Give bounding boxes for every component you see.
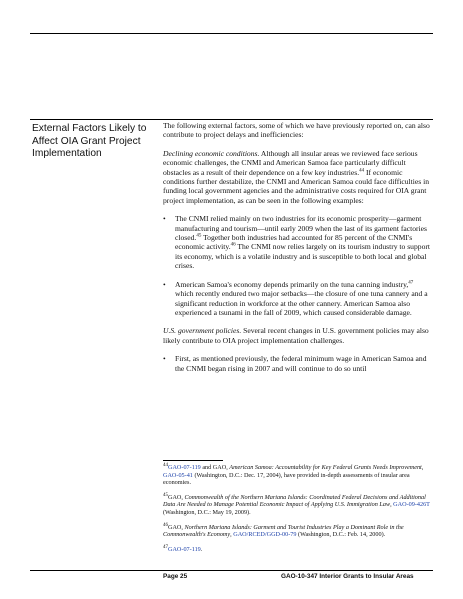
intro-paragraph: The following external factors, some of which we have previously reported on, can also contribute to project delays and inefficiencies: (163, 121, 430, 140)
economic-text-1: Although all insular areas we reviewed face serious economic challenges, the CNMI and American Samoa face particularly difficult obstacles as a result of their dependence on a few key industries. (163, 148, 418, 177)
footnote-ref-45[interactable]: 45 (196, 233, 202, 239)
footnote-link[interactable]: GAO/RCED/GGD-00-79 (233, 531, 297, 539)
footnote-number: 46 (163, 522, 168, 528)
footnote-link[interactable]: GAO-09-426T (393, 501, 430, 509)
footnote-text: (Washington, D.C.: Feb. 14, 2000). (296, 531, 386, 539)
footnote-rule (163, 460, 223, 461)
footnote-46 (163, 524, 431, 539)
footnote-text: . (200, 545, 203, 553)
top-rule (30, 33, 433, 34)
bullet-cnmi-text-3: The CNMI now relies largely on its tourism industry to support its economy, which is a volatile industry and is susceptible to both local and global crises. (175, 242, 431, 271)
footnote-text: , (390, 501, 394, 509)
body-text (163, 121, 431, 382)
bullet-cnmi (163, 214, 431, 270)
footnote-ref-47[interactable]: 47 (408, 280, 414, 286)
footnote-number: 45 (163, 492, 168, 498)
bullet-cnmi-text-2: Together both industries had accounted for 85 percent of the CNMI's economic activity. (175, 233, 413, 252)
footnote-title: American Samoa: Accountability for Key Federal Grants Needs Improvement (229, 464, 422, 471)
economic-bullets (163, 214, 431, 317)
footnote-title: Commonwealth of the Northern Mariana Islands: Coordinated Federal Decisions and Additional Data Are Needed to Manage Potential Economic Impact of Applying U.S. Immigration Law (163, 493, 426, 509)
report-title: GAO-10-347 Interior Grants to Insular Areas (281, 573, 414, 580)
bottom-rule (30, 570, 433, 571)
footnote-number: 47 (163, 544, 168, 550)
policy-bullets (163, 354, 431, 373)
footnote-ref-46[interactable]: 46 (230, 242, 236, 248)
bullet-cnmi-text-1: The CNMI relied mainly on two industries for its economic prosperity—garment manufacturing and tourism—until early 2009 when the last of its garment factories closed. (175, 214, 428, 243)
bullet-samoa-text-1: American Samoa's economy depends primarily on the tuna canning industry, (175, 279, 409, 289)
footnotes (163, 464, 431, 560)
footnote-number: 44 (163, 462, 168, 468)
footnote-text: , (421, 464, 424, 471)
footnote-45 (163, 494, 431, 517)
footnote-ref-44[interactable]: 44 (359, 168, 365, 174)
bullet-minimum-wage: • First, as mentioned previously, the federal minimum wage in American Samoa and the CNMI began rising in 2007 and will continue to do so until (163, 354, 431, 373)
economic-text-2: If economic conditions further destabilize, the CNMI and American Samoa could face difficulties in funding local government agencies and the administrative costs required for OIA grant project implementation, as can be seen in the following examples: (163, 167, 429, 205)
footnote-text: GAO, (168, 523, 185, 531)
footnote-text: GAO, (168, 493, 185, 501)
economic-label: Declining economic conditions. (163, 148, 260, 158)
footnote-title: Northern Mariana Islands: Garment and Tourist Industries Play a Dominant Role in the Commonwealth's Economy (163, 523, 404, 539)
footnote-text: and GAO, (200, 464, 230, 471)
side-heading: External Factors Likely to Affect OIA Grant Project Implementation (32, 123, 147, 160)
footnote-link[interactable]: GAO-07-119 (168, 545, 201, 553)
section-rule (30, 119, 433, 120)
footnote-47 (163, 546, 431, 554)
footnote-link[interactable]: GAO-05-41 (163, 471, 193, 479)
footnote-44 (163, 464, 431, 487)
economic-paragraph (163, 149, 431, 205)
page-number: Page 25 (163, 573, 188, 580)
policy-text: Several recent changes in U.S. government policies may also likely contribute to OIA project implementation challenges. (163, 326, 429, 345)
bullet-american-samoa (163, 280, 431, 318)
policy-paragraph (163, 326, 431, 345)
policy-label: U.S. government policies. (163, 326, 242, 336)
footnote-text: , (230, 531, 234, 539)
footnote-text: (Washington, D.C.: Dec. 17, 2004), have provided in-depth assessments of insular area economies. (163, 471, 410, 487)
footnote-link[interactable]: GAO-07-119 (168, 464, 201, 471)
footnote-text: (Washington, D.C.: May 19, 2009). (163, 508, 251, 516)
bullet-samoa-text-2: which recently endured two major setbacks—the closure of one tuna cannery and a significant reduction in workforce at the other cannery. American Samoa also experienced a tsunami in the fall of 2009, which caused considerable damage. (175, 289, 428, 317)
